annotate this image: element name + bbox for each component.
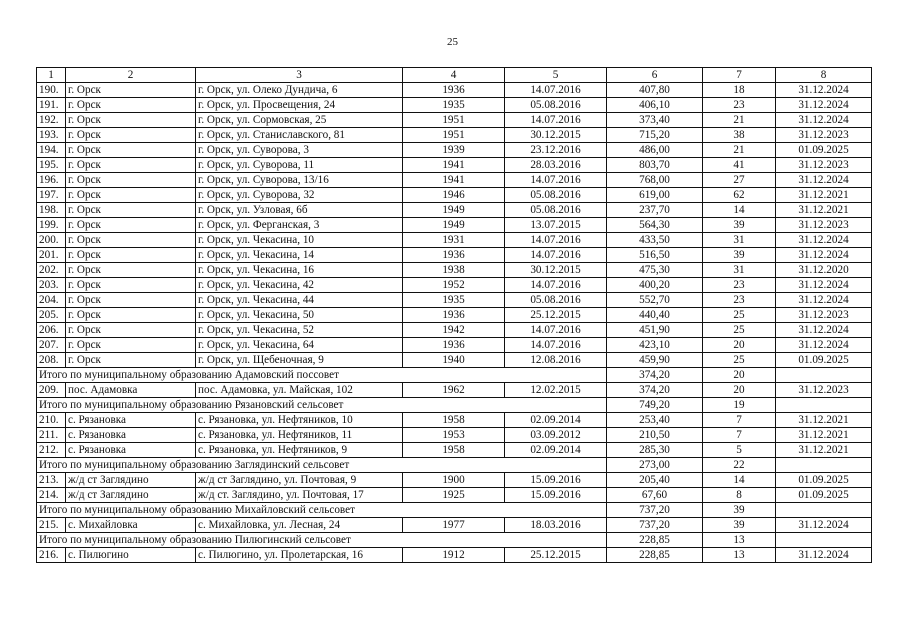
year-cell: 1925: [403, 488, 505, 503]
area-cell: 374,20: [607, 383, 703, 398]
settlement-cell: г. Орск: [66, 203, 196, 218]
year-cell: 1951: [403, 128, 505, 143]
area-cell: 475,30: [607, 263, 703, 278]
count-cell: 23: [703, 98, 776, 113]
row-number: 216.: [37, 548, 66, 563]
date-cell: 14.07.2016: [505, 83, 607, 98]
row-number: 198.: [37, 203, 66, 218]
address-cell: г. Орск, ул. Чекасина, 42: [196, 278, 403, 293]
year-cell: 1952: [403, 278, 505, 293]
count-cell: 7: [703, 413, 776, 428]
subtotal-count: 13: [703, 533, 776, 548]
area-cell: 285,30: [607, 443, 703, 458]
settlement-cell: г. Орск: [66, 308, 196, 323]
area-cell: 400,20: [607, 278, 703, 293]
table-row: [37, 233, 872, 248]
area-cell: 768,00: [607, 173, 703, 188]
deadline-cell: 01.09.2025: [776, 488, 872, 503]
date-cell: 14.07.2016: [505, 338, 607, 353]
address-cell: г. Орск, ул. Щебеночная, 9: [196, 353, 403, 368]
table-row: [37, 443, 872, 458]
count-cell: 14: [703, 203, 776, 218]
subtotal-empty: [776, 368, 872, 383]
address-cell: г. Орск, ул. Узловая, 6б: [196, 203, 403, 218]
year-cell: 1931: [403, 233, 505, 248]
deadline-cell: 01.09.2025: [776, 473, 872, 488]
settlement-cell: пос. Адамовка: [66, 383, 196, 398]
address-cell: г. Орск, ул. Суворова, 3: [196, 143, 403, 158]
date-cell: 12.02.2015: [505, 383, 607, 398]
deadline-cell: 31.12.2024: [776, 293, 872, 308]
settlement-cell: г. Орск: [66, 128, 196, 143]
deadline-cell: 31.12.2023: [776, 158, 872, 173]
table-row: [37, 383, 872, 398]
table-row: [37, 128, 872, 143]
year-cell: 1949: [403, 203, 505, 218]
deadline-cell: 31.12.2023: [776, 128, 872, 143]
date-cell: 13.07.2015: [505, 218, 607, 233]
year-cell: 1939: [403, 143, 505, 158]
year-cell: 1936: [403, 338, 505, 353]
address-cell: ж/д ст Заглядино, ул. Почтовая, 9: [196, 473, 403, 488]
year-cell: 1977: [403, 518, 505, 533]
address-cell: г. Орск, ул. Чекасина, 14: [196, 248, 403, 263]
address-cell: г. Орск, ул. Чекасина, 64: [196, 338, 403, 353]
area-cell: 440,40: [607, 308, 703, 323]
row-number: 213.: [37, 473, 66, 488]
subtotal-label: Итого по муниципальному образованию Михайловский сельсовет: [37, 503, 607, 518]
year-cell: 1912: [403, 548, 505, 563]
subtotal-row: [37, 398, 872, 413]
address-cell: г. Орск, ул. Суворова, 13/16: [196, 173, 403, 188]
date-cell: 02.09.2014: [505, 443, 607, 458]
date-cell: 05.08.2016: [505, 203, 607, 218]
year-cell: 1949: [403, 218, 505, 233]
area-cell: 737,20: [607, 518, 703, 533]
count-cell: 41: [703, 158, 776, 173]
row-number: 208.: [37, 353, 66, 368]
count-cell: 25: [703, 323, 776, 338]
date-cell: 05.08.2016: [505, 98, 607, 113]
row-number: 209.: [37, 383, 66, 398]
subtotal-count: 20: [703, 368, 776, 383]
year-cell: 1938: [403, 263, 505, 278]
address-cell: г. Орск, ул. Сормовская, 25: [196, 113, 403, 128]
settlement-cell: г. Орск: [66, 278, 196, 293]
table-row: [37, 173, 872, 188]
date-cell: 03.09.2012: [505, 428, 607, 443]
year-cell: 1962: [403, 383, 505, 398]
subtotal-row: [37, 533, 872, 548]
count-cell: 21: [703, 113, 776, 128]
deadline-cell: 31.12.2024: [776, 278, 872, 293]
count-cell: 39: [703, 218, 776, 233]
deadline-cell: 31.12.2021: [776, 443, 872, 458]
settlement-cell: г. Орск: [66, 188, 196, 203]
settlement-cell: г. Орск: [66, 338, 196, 353]
table-row: [37, 308, 872, 323]
count-cell: 23: [703, 293, 776, 308]
table-row: [37, 353, 872, 368]
area-cell: 228,85: [607, 548, 703, 563]
date-cell: 30.12.2015: [505, 263, 607, 278]
header-row: [37, 68, 872, 83]
area-cell: 210,50: [607, 428, 703, 443]
date-cell: 18.03.2016: [505, 518, 607, 533]
table-row: [37, 113, 872, 128]
table-row: [37, 473, 872, 488]
subtotal-count: 19: [703, 398, 776, 413]
settlement-cell: с. Рязановка: [66, 413, 196, 428]
area-cell: 451,90: [607, 323, 703, 338]
address-cell: ж/д ст. Заглядино, ул. Почтовая, 17: [196, 488, 403, 503]
address-cell: с. Рязановка, ул. Нефтяников, 9: [196, 443, 403, 458]
year-cell: 1942: [403, 323, 505, 338]
table-row: [37, 323, 872, 338]
year-cell: 1946: [403, 188, 505, 203]
count-cell: 8: [703, 488, 776, 503]
date-cell: 15.09.2016: [505, 473, 607, 488]
year-cell: 1900: [403, 473, 505, 488]
row-number: 190.: [37, 83, 66, 98]
deadline-cell: 31.12.2024: [776, 338, 872, 353]
deadline-cell: 31.12.2024: [776, 248, 872, 263]
date-cell: 12.08.2016: [505, 353, 607, 368]
deadline-cell: 31.12.2024: [776, 548, 872, 563]
date-cell: 28.03.2016: [505, 158, 607, 173]
table-row: [37, 98, 872, 113]
row-number: 210.: [37, 413, 66, 428]
count-cell: 27: [703, 173, 776, 188]
date-cell: 02.09.2014: [505, 413, 607, 428]
address-cell: с. Михайловка, ул. Лесная, 24: [196, 518, 403, 533]
table-row: [37, 218, 872, 233]
subtotal-label: Итого по муниципальному образованию Пилюгинский сельсовет: [37, 533, 607, 548]
year-cell: 1936: [403, 248, 505, 263]
deadline-cell: 31.12.2023: [776, 308, 872, 323]
date-cell: 14.07.2016: [505, 248, 607, 263]
subtotal-label: Итого по муниципальному образованию Адамовский поссовет: [37, 368, 607, 383]
date-cell: 14.07.2016: [505, 278, 607, 293]
date-cell: 05.08.2016: [505, 188, 607, 203]
settlement-cell: г. Орск: [66, 218, 196, 233]
subtotal-empty: [776, 458, 872, 473]
row-number: 206.: [37, 323, 66, 338]
subtotal-row: [37, 458, 872, 473]
row-number: 192.: [37, 113, 66, 128]
address-cell: г. Орск, ул. Чекасина, 10: [196, 233, 403, 248]
column-header-7: 7: [703, 68, 776, 83]
count-cell: 39: [703, 248, 776, 263]
subtotal-area: 374,20: [607, 368, 703, 383]
settlement-cell: г. Орск: [66, 98, 196, 113]
table-row: [37, 263, 872, 278]
housing-table: [36, 67, 872, 563]
table-row: [37, 188, 872, 203]
area-cell: 552,70: [607, 293, 703, 308]
deadline-cell: 31.12.2024: [776, 518, 872, 533]
deadline-cell: 31.12.2020: [776, 263, 872, 278]
deadline-cell: 01.09.2025: [776, 143, 872, 158]
column-header-1: 1: [37, 68, 66, 83]
table-row: [37, 248, 872, 263]
row-number: 197.: [37, 188, 66, 203]
row-number: 194.: [37, 143, 66, 158]
column-header-2: 2: [66, 68, 196, 83]
column-header-5: 5: [505, 68, 607, 83]
area-cell: 373,40: [607, 113, 703, 128]
area-cell: 205,40: [607, 473, 703, 488]
count-cell: 23: [703, 278, 776, 293]
count-cell: 38: [703, 128, 776, 143]
settlement-cell: г. Орск: [66, 248, 196, 263]
address-cell: с. Рязановка, ул. Нефтяников, 10: [196, 413, 403, 428]
address-cell: г. Орск, ул. Чекасина, 16: [196, 263, 403, 278]
date-cell: 25.12.2015: [505, 548, 607, 563]
count-cell: 25: [703, 353, 776, 368]
area-cell: 423,10: [607, 338, 703, 353]
date-cell: 15.09.2016: [505, 488, 607, 503]
subtotal-empty: [776, 533, 872, 548]
settlement-cell: г. Орск: [66, 158, 196, 173]
area-cell: 67,60: [607, 488, 703, 503]
row-number: 202.: [37, 263, 66, 278]
count-cell: 13: [703, 548, 776, 563]
count-cell: 21: [703, 143, 776, 158]
subtotal-area: 228,85: [607, 533, 703, 548]
area-cell: 406,10: [607, 98, 703, 113]
settlement-cell: г. Орск: [66, 173, 196, 188]
year-cell: 1958: [403, 443, 505, 458]
table-row: [37, 278, 872, 293]
count-cell: 31: [703, 263, 776, 278]
row-number: 215.: [37, 518, 66, 533]
area-cell: 715,20: [607, 128, 703, 143]
row-number: 193.: [37, 128, 66, 143]
row-number: 199.: [37, 218, 66, 233]
table-row: [37, 143, 872, 158]
subtotal-area: 749,20: [607, 398, 703, 413]
count-cell: 39: [703, 518, 776, 533]
deadline-cell: 31.12.2021: [776, 203, 872, 218]
address-cell: г. Орск, ул. Суворова, 11: [196, 158, 403, 173]
year-cell: 1958: [403, 413, 505, 428]
address-cell: г. Орск, ул. Чекасина, 44: [196, 293, 403, 308]
address-cell: пос. Адамовка, ул. Майская, 102: [196, 383, 403, 398]
row-number: 205.: [37, 308, 66, 323]
date-cell: 23.12.2016: [505, 143, 607, 158]
subtotal-count: 22: [703, 458, 776, 473]
date-cell: 14.07.2016: [505, 323, 607, 338]
deadline-cell: 31.12.2021: [776, 188, 872, 203]
settlement-cell: г. Орск: [66, 233, 196, 248]
deadline-cell: 31.12.2021: [776, 413, 872, 428]
deadline-cell: 31.12.2024: [776, 113, 872, 128]
subtotal-row: [37, 503, 872, 518]
table-row: [37, 518, 872, 533]
area-cell: 407,80: [607, 83, 703, 98]
settlement-cell: г. Орск: [66, 143, 196, 158]
count-cell: 20: [703, 383, 776, 398]
table-row: [37, 428, 872, 443]
deadline-cell: 31.12.2023: [776, 218, 872, 233]
settlement-cell: г. Орск: [66, 263, 196, 278]
settlement-cell: г. Орск: [66, 83, 196, 98]
settlement-cell: г. Орск: [66, 293, 196, 308]
page-number: 25: [447, 36, 458, 48]
settlement-cell: с. Рязановка: [66, 443, 196, 458]
area-cell: 516,50: [607, 248, 703, 263]
subtotal-area: 737,20: [607, 503, 703, 518]
row-number: 195.: [37, 158, 66, 173]
count-cell: 5: [703, 443, 776, 458]
year-cell: 1941: [403, 158, 505, 173]
subtotal-row: [37, 368, 872, 383]
row-number: 203.: [37, 278, 66, 293]
count-cell: 18: [703, 83, 776, 98]
date-cell: 14.07.2016: [505, 233, 607, 248]
count-cell: 25: [703, 308, 776, 323]
count-cell: 7: [703, 428, 776, 443]
settlement-cell: с. Рязановка: [66, 428, 196, 443]
column-header-6: 6: [607, 68, 703, 83]
year-cell: 1941: [403, 173, 505, 188]
address-cell: г. Орск, ул. Чекасина, 52: [196, 323, 403, 338]
table-row: [37, 83, 872, 98]
table-row: [37, 338, 872, 353]
year-cell: 1936: [403, 83, 505, 98]
subtotal-area: 273,00: [607, 458, 703, 473]
row-number: 214.: [37, 488, 66, 503]
table-row: [37, 413, 872, 428]
column-header-8: 8: [776, 68, 872, 83]
deadline-cell: 01.09.2025: [776, 353, 872, 368]
table-row: [37, 203, 872, 218]
date-cell: 25.12.2015: [505, 308, 607, 323]
address-cell: г. Орск, ул. Станиславского, 81: [196, 128, 403, 143]
count-cell: 14: [703, 473, 776, 488]
settlement-cell: с. Михайловка: [66, 518, 196, 533]
year-cell: 1951: [403, 113, 505, 128]
row-number: 211.: [37, 428, 66, 443]
area-cell: 253,40: [607, 413, 703, 428]
address-cell: г. Орск, ул. Чекасина, 50: [196, 308, 403, 323]
settlement-cell: г. Орск: [66, 113, 196, 128]
year-cell: 1953: [403, 428, 505, 443]
subtotal-label: Итого по муниципальному образованию Заглядинский сельсовет: [37, 458, 607, 473]
settlement-cell: ж/д ст Заглядино: [66, 488, 196, 503]
row-number: 200.: [37, 233, 66, 248]
area-cell: 459,90: [607, 353, 703, 368]
area-cell: 803,70: [607, 158, 703, 173]
settlement-cell: ж/д ст Заглядино: [66, 473, 196, 488]
count-cell: 31: [703, 233, 776, 248]
address-cell: г. Орск, ул. Суворова, 32: [196, 188, 403, 203]
address-cell: г. Орск, ул. Ферганская, 3: [196, 218, 403, 233]
table-row: [37, 293, 872, 308]
year-cell: 1940: [403, 353, 505, 368]
subtotal-count: 39: [703, 503, 776, 518]
row-number: 212.: [37, 443, 66, 458]
deadline-cell: 31.12.2023: [776, 383, 872, 398]
column-header-4: 4: [403, 68, 505, 83]
deadline-cell: 31.12.2024: [776, 233, 872, 248]
year-cell: 1935: [403, 293, 505, 308]
address-cell: г. Орск, ул. Олеко Дундича, 6: [196, 83, 403, 98]
deadline-cell: 31.12.2024: [776, 83, 872, 98]
subtotal-empty: [776, 503, 872, 518]
row-number: 204.: [37, 293, 66, 308]
column-header-3: 3: [196, 68, 403, 83]
row-number: 201.: [37, 248, 66, 263]
date-cell: 30.12.2015: [505, 128, 607, 143]
row-number: 207.: [37, 338, 66, 353]
date-cell: 14.07.2016: [505, 113, 607, 128]
area-cell: 433,50: [607, 233, 703, 248]
settlement-cell: с. Пилюгино: [66, 548, 196, 563]
date-cell: 05.08.2016: [505, 293, 607, 308]
deadline-cell: 31.12.2024: [776, 98, 872, 113]
address-cell: г. Орск, ул. Просвещения, 24: [196, 98, 403, 113]
year-cell: 1936: [403, 308, 505, 323]
date-cell: 14.07.2016: [505, 173, 607, 188]
area-cell: 237,70: [607, 203, 703, 218]
address-cell: с. Рязановка, ул. Нефтяников, 11: [196, 428, 403, 443]
settlement-cell: г. Орск: [66, 323, 196, 338]
subtotal-label: Итого по муниципальному образованию Рязановский сельсовет: [37, 398, 607, 413]
table-row: [37, 488, 872, 503]
area-cell: 619,00: [607, 188, 703, 203]
table-row: [37, 158, 872, 173]
deadline-cell: 31.12.2021: [776, 428, 872, 443]
row-number: 191.: [37, 98, 66, 113]
address-cell: с. Пилюгино, ул. Пролетарская, 16: [196, 548, 403, 563]
year-cell: 1935: [403, 98, 505, 113]
subtotal-empty: [776, 398, 872, 413]
deadline-cell: 31.12.2024: [776, 173, 872, 188]
table-row: [37, 548, 872, 563]
deadline-cell: 31.12.2024: [776, 323, 872, 338]
count-cell: 62: [703, 188, 776, 203]
settlement-cell: г. Орск: [66, 353, 196, 368]
count-cell: 20: [703, 338, 776, 353]
area-cell: 564,30: [607, 218, 703, 233]
area-cell: 486,00: [607, 143, 703, 158]
row-number: 196.: [37, 173, 66, 188]
